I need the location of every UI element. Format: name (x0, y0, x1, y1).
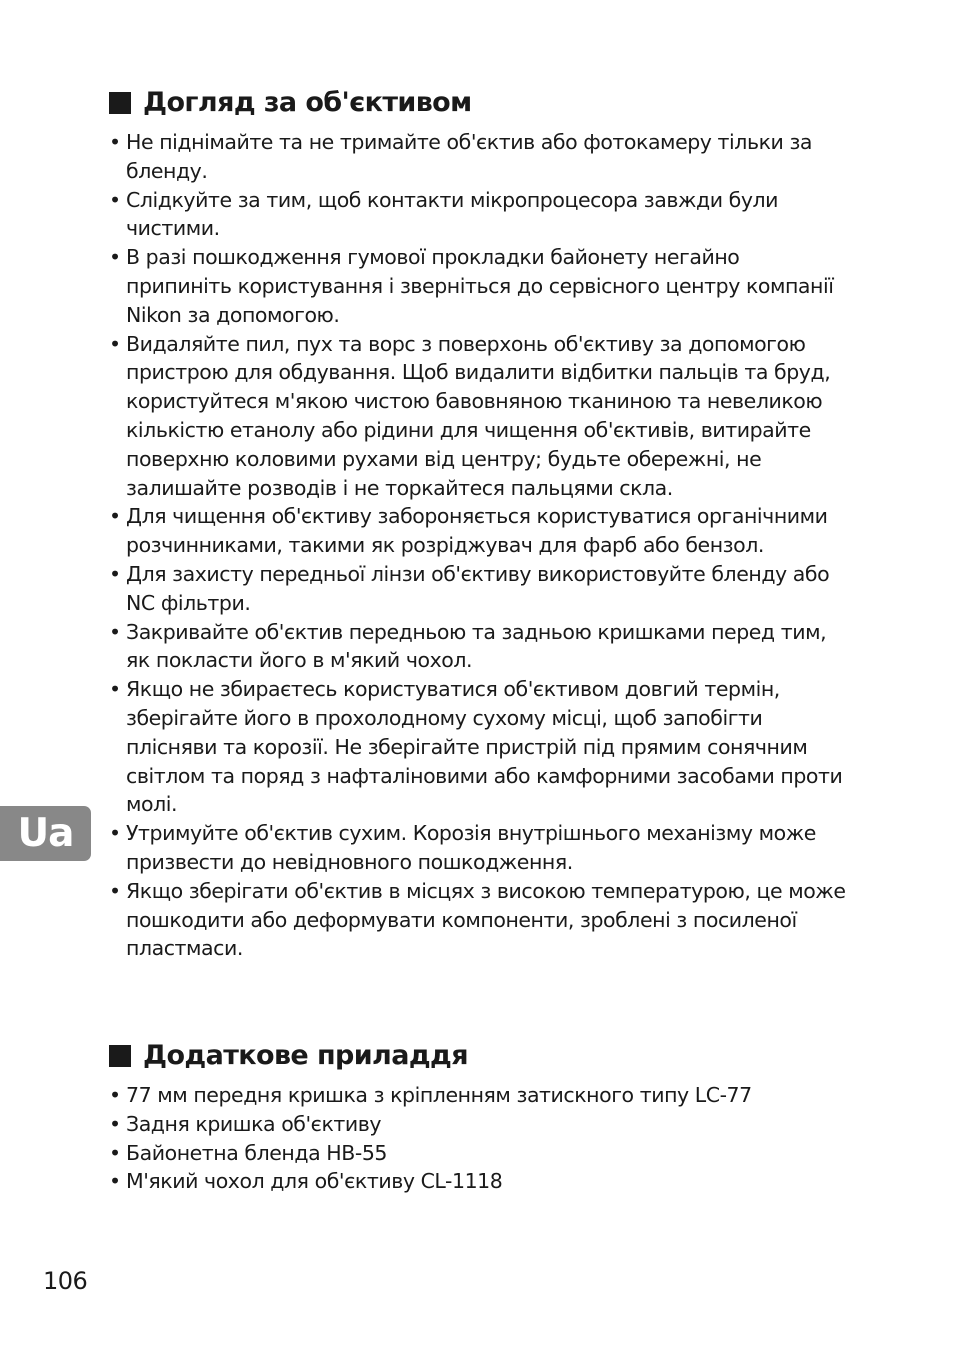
bullet-icon: • (109, 619, 121, 644)
bullet-icon: • (109, 187, 121, 212)
list-item-text: Задня кришка об'єктиву (126, 1111, 382, 1136)
list-item-text: Не піднімайте та не тримайте об'єктив або фотокамеру тільки за бленду. (126, 130, 813, 183)
list-item (109, 618, 849, 676)
list-item-text: Слідкуйте за тим, щоб контакти мікропроцесора завжди були чистими. (126, 187, 779, 241)
list-item (109, 560, 849, 618)
list-item-text: В разі пошкодження гумової прокладки байонету негайно припиніть користування і зверніться до сервісного центру компанії Nikon за допомогою. (126, 245, 834, 327)
list-item (109, 243, 849, 329)
bullet-icon: • (109, 130, 121, 154)
section-title-accessories (109, 1039, 468, 1073)
section-title-text: Догляд за об'єктивом (143, 87, 472, 118)
list-item (109, 128, 849, 186)
accessories-list (109, 1081, 849, 1196)
list-item-text: Для чищення об'єктиву забороняється користуватися органічними розчинниками, такими як розріджувач для фарб або бензол. (126, 504, 828, 558)
list-item (109, 186, 849, 244)
list-item (109, 330, 849, 503)
bullet-icon: • (109, 1140, 121, 1165)
lens-care-list (109, 128, 849, 963)
list-item (109, 1167, 849, 1196)
list-item (109, 1081, 849, 1110)
list-item-text: М'який чохол для об'єктиву CL-1118 (126, 1169, 503, 1194)
list-item-text: Видаляйте пил, пух та ворс з поверхонь об'єктиву за допомогою пристрою для обдування. Щоб видалити відбитки пальців та бруд, користуйтеся м'якою чистою бавовняною тканиною та невеликою кількістю етанолу або рідини для чищення об'єктивів, витирайте поверхню коловими рухами від центру; будьте обережні, не залишайте розводів і не торкайтеся пальцями скла. (126, 331, 831, 500)
list-item (109, 877, 849, 963)
list-item (109, 819, 849, 877)
bullet-icon: • (109, 1111, 121, 1136)
language-tab: Ua (0, 806, 91, 861)
list-item (109, 1110, 849, 1139)
page-number: 106 (43, 1267, 88, 1295)
list-item-text: 77 мм передня кришка з кріпленням затискного типу LC-77 (126, 1083, 752, 1107)
bullet-icon: • (109, 245, 121, 270)
list-item-text: Якщо зберігати об'єктив в місцях з високою температурою, це може пошкодити або деформувати компоненти, зроблені з посиленої пластмаси. (126, 878, 846, 961)
list-item-text: Байонетна бленда HB-55 (126, 1140, 388, 1165)
bullet-icon: • (109, 1083, 121, 1107)
section-title-lens-care (109, 86, 472, 120)
bullet-icon: • (109, 504, 121, 529)
list-item-text: Утримуйте об'єктив сухим. Корозія внутрішнього механізму може призвести до невідновного пошкодження. (126, 821, 816, 874)
list-item-text: Для захисту передньої лінзи об'єктиву використовуйте бленду або NC фільтри. (126, 561, 830, 615)
list-item-text: Якщо не збираєтесь користуватися об'єктивом довгий термін, зберігайте його в прохолодному сухому місці, щоб запобігти плісняви та корозії. Не зберігайте пристрій під прямим сонячним світлом та поряд з нафталіновими або камфорними засобами проти молі. (126, 677, 843, 817)
bullet-icon: • (109, 1169, 121, 1194)
square-bullet-icon (109, 1045, 131, 1067)
list-item-text: Закривайте об'єктив передньою та задньою кришками перед тим, як покласти його в м'який чохол. (126, 619, 827, 673)
bullet-icon: • (109, 821, 121, 846)
list-item (109, 675, 849, 819)
bullet-icon: • (109, 878, 121, 903)
bullet-icon: • (109, 331, 121, 356)
list-item (109, 1139, 849, 1168)
list-item (109, 502, 849, 560)
bullet-icon: • (109, 561, 121, 586)
bullet-icon: • (109, 677, 121, 702)
section-title-text: Додаткове приладдя (143, 1040, 468, 1071)
square-bullet-icon (109, 92, 131, 114)
